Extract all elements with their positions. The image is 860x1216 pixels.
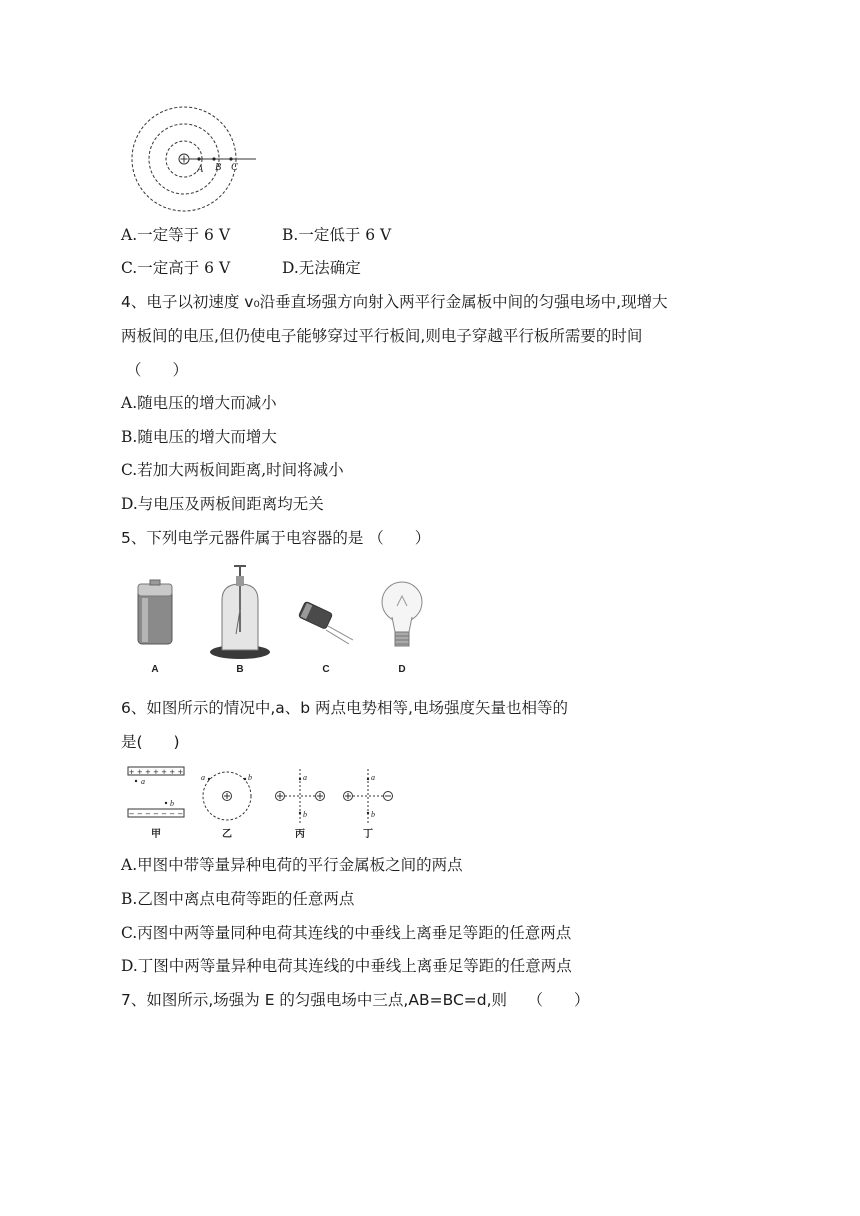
point-a-label: A <box>197 164 204 175</box>
point-charge-figure <box>201 772 252 820</box>
point-b-dot <box>212 157 215 160</box>
point-c-label: C <box>231 162 238 173</box>
q3-option-c: C.一定高于 6 V <box>121 259 231 277</box>
battery-icon <box>138 580 172 644</box>
q4-stem-line3: （ ） <box>126 361 189 379</box>
q4-option-d: D.与电压及两板间距离均无关 <box>121 495 324 513</box>
unlike-point-a: a <box>371 773 375 782</box>
figure-label-bing: 丙 <box>295 829 305 840</box>
component-label-a: A <box>151 664 159 675</box>
q6-option-b: B.乙图中离点电荷等距的任意两点 <box>121 890 355 908</box>
component-label-d: D <box>398 664 406 675</box>
figure-label-jia: 甲 <box>151 829 161 840</box>
like-charges-figure <box>276 769 325 823</box>
plate-top-signs: + + + + + + + <box>128 768 184 776</box>
plates-point-b: b <box>170 799 174 808</box>
point-c-dot <box>229 157 232 160</box>
field-figures <box>125 765 405 845</box>
circle-point-a: a <box>201 773 205 782</box>
q4-option-b: B.随电压的增大而增大 <box>121 428 277 446</box>
capacitor-icon <box>298 601 353 644</box>
q6-option-d: D.丁图中两等量异种电荷其连线的中垂线上离垂足等距的任意两点 <box>121 957 572 975</box>
q3-option-a: A.一定等于 6 V <box>121 226 231 244</box>
q6-option-c: C.丙图中两等量同种电荷其连线的中垂线上离垂足等距的任意两点 <box>121 924 572 942</box>
q4-stem-line1: 4、电子以初速度 v₀沿垂直场强方向射入两平行金属板中间的匀强电场中,现增大 <box>121 293 668 311</box>
q3-option-b: B.一定低于 6 V <box>282 226 392 244</box>
electroscope-icon <box>210 566 270 659</box>
positive-charge-icon <box>179 154 189 164</box>
point-b-label: B <box>215 162 222 173</box>
q6-option-a: A.甲图中带等量异种电荷的平行金属板之间的两点 <box>121 856 463 874</box>
q5-stem: 5、下列电学元器件属于电容器的是 （ ） <box>121 529 431 547</box>
point-a-dot <box>197 157 200 160</box>
unlike-point-b: b <box>371 810 375 819</box>
equipotential-figure <box>128 104 268 214</box>
q3-option-d: D.无法确定 <box>282 259 361 277</box>
plates-point-a: a <box>141 777 145 786</box>
q7-stem: 7、如图所示,场强为 E 的匀强电场中三点,AB=BC=d,则 （ ） <box>121 991 590 1009</box>
plate-bottom-signs: − − − − − − − <box>128 810 184 818</box>
figure-label-ding: 丁 <box>363 829 373 840</box>
components-figure <box>125 562 445 680</box>
like-point-b: b <box>303 810 307 819</box>
light-bulb-icon <box>382 582 422 646</box>
component-label-c: C <box>322 664 330 675</box>
q4-option-c: C.若加大两板间距离,时间将减小 <box>121 461 344 479</box>
q6-stem-line1: 6、如图所示的情况中,a、b 两点电势相等,电场强度矢量也相等的 <box>121 699 568 717</box>
figure-label-yi: 乙 <box>222 829 232 840</box>
q4-stem-line2: 两板间的电压,但仍使电子能够穿过平行板间,则电子穿越平行板所需要的时间 <box>121 327 643 345</box>
q6-stem-line2: 是( ) <box>121 733 180 751</box>
circle-point-b: b <box>248 773 252 782</box>
component-label-b: B <box>236 664 244 675</box>
like-point-a: a <box>303 773 307 782</box>
parallel-plates-figure <box>128 767 184 818</box>
q4-option-a: A.随电压的增大而减小 <box>121 394 277 412</box>
unlike-charges-figure <box>344 769 393 823</box>
